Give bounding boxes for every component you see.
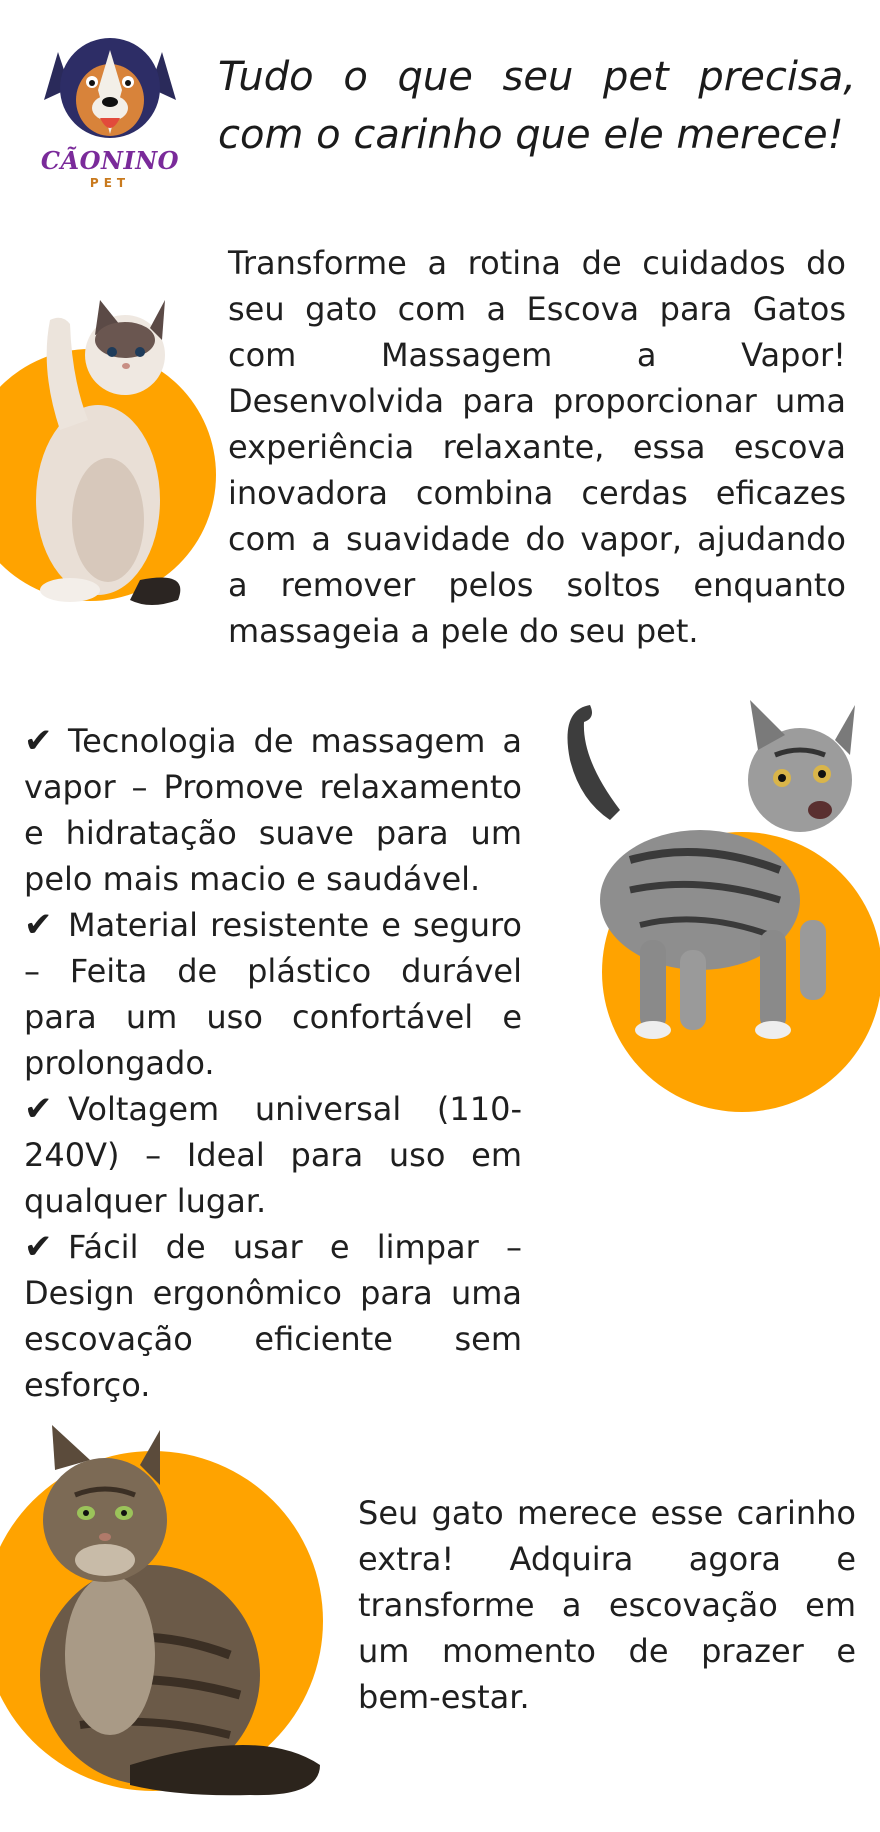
feature-item — [24, 718, 522, 902]
check-icon: ✔ — [24, 905, 53, 945]
check-icon: ✔ — [24, 721, 53, 761]
feature-item — [24, 1224, 522, 1408]
intro-text — [228, 240, 846, 654]
sitting-cat-illustration — [0, 1425, 340, 1805]
intro-paragraph: Transforme a rotina de cuidados do seu gato com a Escova para Gatos com Massagem a Vapor! Desenvolvida para proporcionar uma experiência relaxante, essa escova inovadora combina cerdas eficazes com a suavidade do vapor, ajudando a remover pelos soltos enquanto massageia a pele do seu pet. — [228, 244, 846, 650]
brand-logo — [40, 30, 180, 195]
check-icon: ✔ — [24, 1227, 53, 1267]
dog-mascot-icon — [40, 30, 180, 150]
feature-text: Voltagem universal (110-240V) – Ideal para uso em qualquer lugar. — [24, 1090, 522, 1220]
waving-cat-illustration — [0, 300, 222, 620]
brand-subtitle: PET — [89, 176, 131, 190]
tabby-kitten-illustration — [550, 700, 880, 1130]
feature-item — [24, 1086, 522, 1224]
brand-name: CÃONINO — [40, 146, 180, 175]
tagline: Tudo o que seu pet precisa, com o carinho que ele merece! — [218, 54, 856, 158]
feature-text: Material resistente e seguro – Feita de plástico durável para um uso confortável e prolongado. — [24, 906, 522, 1082]
closing-paragraph: Seu gato merece esse carinho extra! Adquira agora e transforme a escovação em um momento de prazer e bem-estar. — [358, 1494, 856, 1716]
feature-item — [24, 902, 522, 1086]
features-list — [24, 718, 522, 1408]
closing-text — [358, 1490, 856, 1720]
check-icon: ✔ — [24, 1089, 53, 1129]
feature-text: Tecnologia de massagem a vapor – Promove relaxamento e hidratação suave para um pelo mais macio e saudável. — [24, 722, 522, 898]
feature-text: Fácil de usar e limpar – Design ergonômico para uma escovação eficiente sem esforço. — [24, 1228, 522, 1404]
